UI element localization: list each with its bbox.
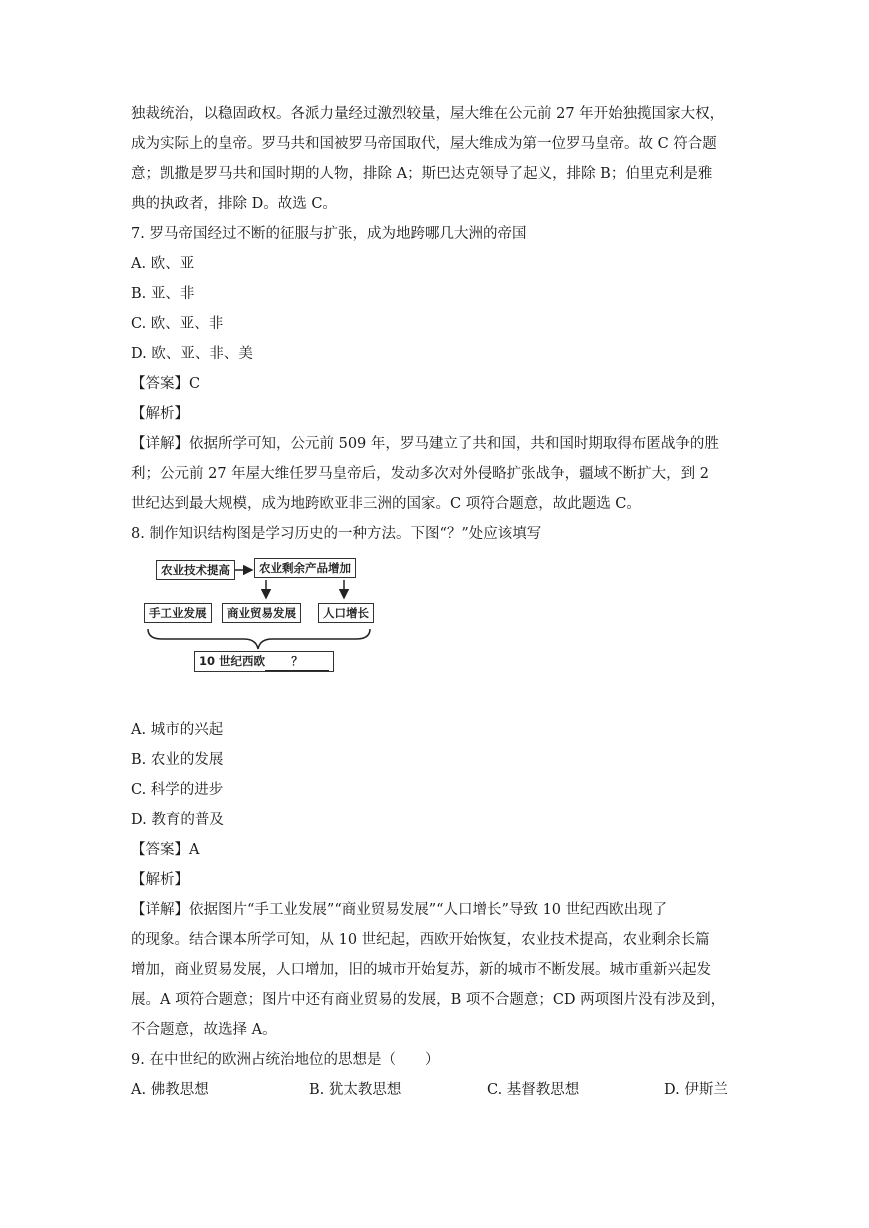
text-line: 成为实际上的皇帝。罗马共和国被罗马帝国取代，屋大维成为第一位罗马皇帝。故 C 符合题 <box>131 136 717 152</box>
q7-option-c: C. 欧、亚、非 <box>131 316 224 332</box>
q7-analysis-heading: 【解析】 <box>131 406 189 422</box>
q7-detail-line: 利；公元前 27 年屋大维任罗马皇帝后，发动多次对外侵略扩张战争，疆域不断扩大，到 2 <box>131 466 709 482</box>
text-line: 独裁统治，以稳固政权。各派力量经过激烈较量，屋大维在公元前 27 年开始独揽国家大权， <box>131 106 725 122</box>
q9-option-b: B. 犹太教思想 <box>309 1082 402 1098</box>
q8-detail-line: 展。A 项符合题意；图片中还有商业贸易的发展，B 项不合题意；CD 两项图片没有涉及到， <box>131 992 726 1008</box>
box-trade: 商业贸易发展 <box>222 603 301 623</box>
q7-option-d: D. 欧、亚、非、美 <box>131 346 253 362</box>
q8-option-b: B. 农业的发展 <box>131 752 224 768</box>
q8-option-c: C. 科学的进步 <box>131 782 224 798</box>
brace-connector <box>148 629 370 649</box>
result-blank: ？ <box>265 652 329 671</box>
q7-answer: 【答案】C <box>131 376 201 392</box>
question-9-stem: 9. 在中世纪的欧洲占统治地位的思想是（ ） <box>131 1052 440 1068</box>
question-7-stem: 7. 罗马帝国经过不断的征服与扩张，成为地跨哪几大洲的帝国 <box>131 226 527 242</box>
q8-answer: 【答案】A <box>131 842 200 858</box>
q7-option-a: A. 欧、亚 <box>131 256 195 272</box>
result-prefix: 10 世纪西欧 <box>199 654 266 668</box>
q7-detail-line: 世纪达到最大规模，成为地跨欧亚非三洲的国家。C 项符合题意，故此题选 C。 <box>131 496 641 512</box>
question-8-stem: 8. 制作知识结构图是学习历史的一种方法。下图“？”处应该填写 <box>131 526 542 542</box>
q8-option-a: A. 城市的兴起 <box>131 722 224 738</box>
q9-option-c: C. 基督教思想 <box>487 1082 580 1098</box>
knowledge-structure-diagram <box>144 553 384 679</box>
text-line: 意；凯撒是罗马共和国时期的人物，排除 A；斯巴达克领导了起义，排除 B；伯里克利是雅 <box>131 166 713 182</box>
q8-option-d: D. 教育的普及 <box>131 812 224 828</box>
q8-analysis-heading: 【解析】 <box>131 872 189 888</box>
q8-detail-line: 的现象。结合课本所学可知，从 10 世纪起，西欧开始恢复，农业技术提高，农业剩余长篇 <box>131 932 710 948</box>
q7-option-b: B. 亚、非 <box>131 286 195 302</box>
box-handicraft: 手工业发展 <box>144 603 212 623</box>
q7-detail-line: 【详解】依据所学可知，公元前 509 年，罗马建立了共和国，共和国时期取得布匿战争的胜 <box>131 436 719 452</box>
box-agri-surplus: 农业剩余产品增加 <box>254 558 356 578</box>
q8-detail-line: 【详解】依据图片“手工业发展”“商业贸易发展”“人口增长”导致 10 世纪西欧出现了 <box>131 902 668 918</box>
q9-option-d: D. 伊斯兰 <box>664 1082 728 1098</box>
q8-detail-line: 不合题意，故选择 A。 <box>131 1022 277 1038</box>
box-population: 人口增长 <box>318 603 374 623</box>
box-agri-tech: 农业技术提高 <box>156 560 235 580</box>
q8-detail-line: 增加，商业贸易发展，人口增加，旧的城市开始复苏，新的城市不断发展。城市重新兴起发 <box>131 962 711 978</box>
q9-options-row <box>131 1080 751 1100</box>
text-line: 典的执政者，排除 D。故选 C。 <box>131 196 337 212</box>
q9-option-a: A. 佛教思想 <box>131 1082 209 1098</box>
box-result <box>194 651 334 672</box>
